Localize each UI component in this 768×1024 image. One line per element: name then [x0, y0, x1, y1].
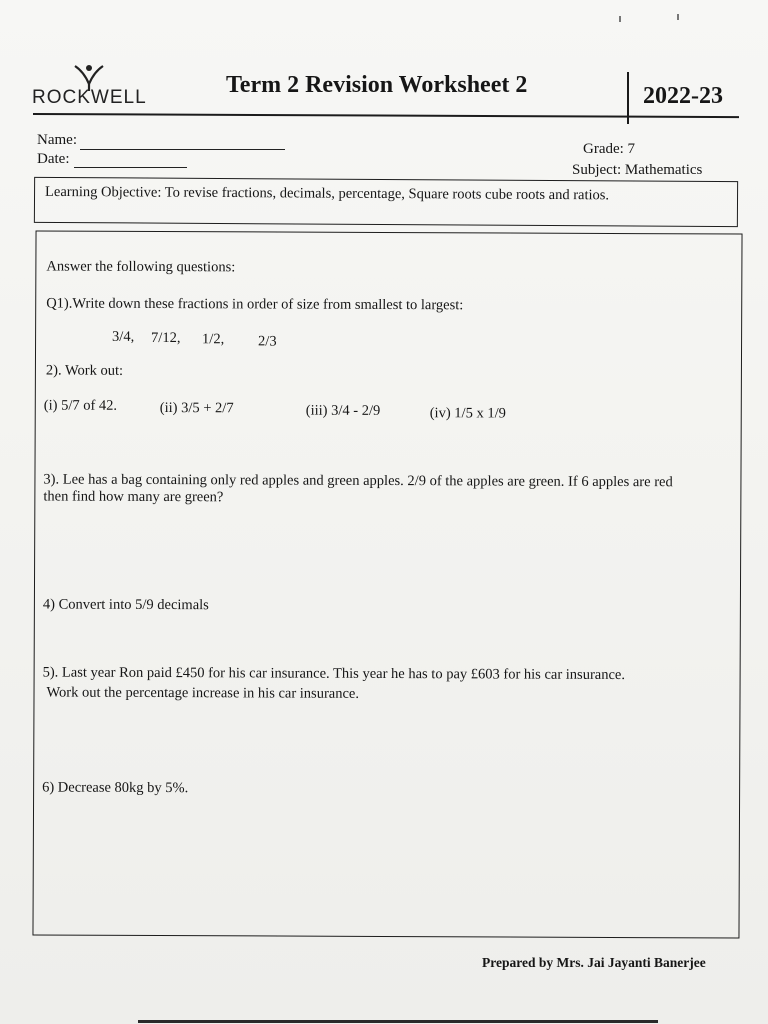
school-logo-text: ROCKWELL — [32, 87, 147, 108]
learning-objective: Learning Objective: To revise fractions, decimals, percentage, Square roots cube roots and ratios. — [45, 183, 610, 204]
question-4: 4) Convert into 5/9 decimals — [42, 596, 209, 614]
question-3-line-2: then find how many are green? — [43, 488, 224, 506]
questions-box — [32, 230, 742, 938]
grade-label: Grade: 7 — [583, 141, 636, 157]
question-2-part: (i) 5/7 of 42. — [43, 397, 118, 414]
question-6: 6) Decrease 80kg by 5%. — [42, 779, 189, 797]
fraction-item: 3/4, — [112, 328, 135, 345]
academic-year: 2022-23 — [643, 83, 723, 109]
name-label: Name: — [37, 132, 77, 148]
scan-speck — [677, 14, 679, 20]
question-1: Q1).Write down these fractions in order of size from smallest to largest: — [46, 295, 464, 314]
question-5-line-1: 5). Last year Ron paid £450 for his car insurance. This year he has to pay £603 for his car insurance. — [42, 664, 626, 684]
header-rule — [33, 113, 739, 118]
question-5-line-2: Work out the percentage increase in his car insurance. — [46, 684, 360, 702]
fraction-item: 1/2, — [202, 331, 225, 348]
question-2: 2). Work out: — [45, 362, 124, 379]
worksheet-title: Term 2 Revision Worksheet 2 — [226, 72, 528, 98]
prepared-by: Prepared by Mrs. Jai Jayanti Banerjee — [482, 955, 706, 970]
question-2-part: (ii) 3/5 + 2/7 — [159, 400, 234, 417]
name-field-line — [80, 149, 285, 150]
fraction-item: 7/12, — [151, 329, 181, 347]
date-label: Date: — [37, 151, 70, 167]
instructions: Answer the following questions: — [46, 258, 236, 276]
learning-objective-box — [34, 177, 738, 227]
page-bottom-edge — [138, 1020, 658, 1023]
question-2-part: (iv) 1/5 x 1/9 — [429, 405, 506, 422]
question-3-line-1: 3). Lee has a bag containing only red apples and green apples. 2/9 of the apples are green. If 6 apples are red — [43, 471, 673, 491]
date-field-line — [74, 167, 187, 168]
scan-speck — [619, 16, 621, 22]
fraction-item: 2/3 — [258, 333, 277, 350]
question-2-part: (iii) 3/4 - 2/9 — [305, 402, 381, 419]
subject-label: Subject: Mathematics — [572, 162, 703, 178]
